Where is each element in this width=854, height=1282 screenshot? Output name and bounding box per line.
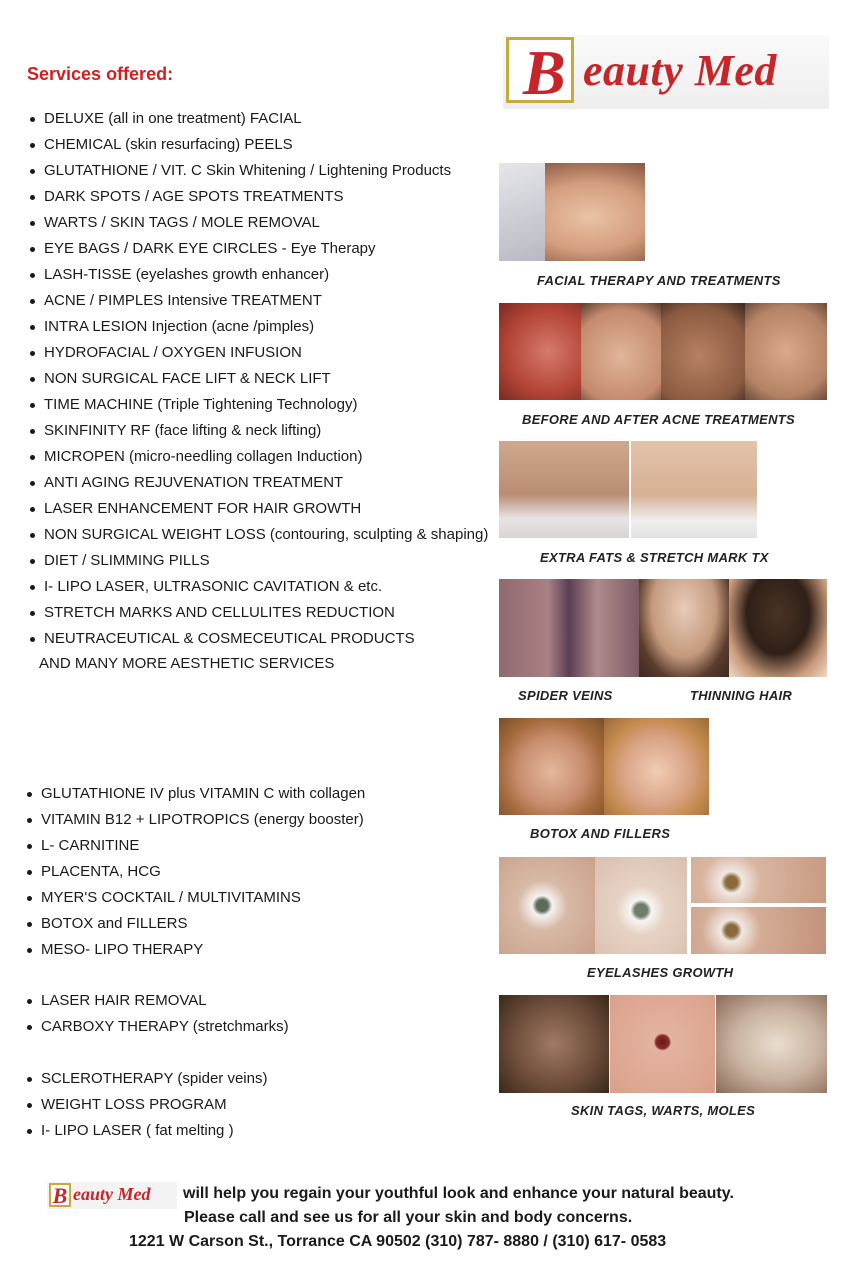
service-item: [30, 106, 488, 132]
service-item: [27, 988, 289, 1014]
service-label: L- CARNITINE: [41, 837, 140, 854]
service-label: NON SURGICAL WEIGHT LOSS (contouring, sculpting & shaping): [44, 526, 489, 543]
bullet-icon: [30, 299, 35, 304]
service-label: LASER HAIR REMOVAL: [41, 992, 207, 1009]
eyelashes-photo: [499, 857, 826, 954]
bullet-icon: [27, 922, 32, 927]
service-label: I- LIPO LASER ( fat melting ): [41, 1122, 234, 1139]
service-item: [30, 496, 488, 522]
bullet-icon: [27, 1129, 32, 1134]
mole-image: [610, 995, 715, 1093]
service-label: WEIGHT LOSS PROGRAM: [41, 1096, 227, 1113]
service-item: [30, 184, 488, 210]
veins-hair-photo: [499, 579, 827, 677]
bullet-icon: [30, 351, 35, 356]
service-item: [30, 366, 488, 392]
bullet-icon: [30, 195, 35, 200]
services-heading: Services offered:: [27, 64, 174, 84]
service-label: MICROPEN (micro-needling collagen Induction): [44, 448, 363, 465]
bullet-icon: [30, 273, 35, 278]
caption-hair: THINNING HAIR: [690, 688, 793, 703]
bullet-icon: [30, 507, 35, 512]
acne-after-image: [745, 303, 827, 400]
service-item: [27, 1014, 289, 1040]
service-item: [27, 807, 365, 833]
logo-initial-box: [506, 37, 574, 108]
services-laser-list: [27, 988, 289, 1040]
facial-treatment-photo: [499, 163, 645, 261]
caption-acne: BEFORE AND AFTER ACNE TREATMENTS: [522, 412, 795, 427]
botox-fillers-photo: [499, 718, 709, 815]
belly-after-image: [631, 441, 757, 538]
service-label: DELUXE (all in one treatment) FACIAL: [44, 110, 302, 127]
bullet-icon: [30, 377, 35, 382]
bullet-icon: [30, 481, 35, 486]
service-item: [27, 937, 365, 963]
caption-botox: BOTOX AND FILLERS: [530, 826, 671, 841]
services-main-list: [30, 106, 488, 652]
bullet-icon: [30, 169, 35, 174]
service-label: STRETCH MARKS AND CELLULITES REDUCTION: [44, 604, 395, 621]
bullet-icon: [27, 870, 32, 875]
acne-before-image: [661, 303, 745, 400]
eye-after-image: [595, 857, 687, 954]
bullet-icon: [27, 1025, 32, 1030]
footer-logo-initial: B: [49, 1183, 71, 1207]
service-label: ANTI AGING REJUVENATION TREATMENT: [44, 474, 344, 491]
face-before-image: [499, 718, 604, 815]
service-label: DARK SPOTS / AGE SPOTS TREATMENTS: [44, 188, 344, 205]
eyelid-growth-image: [716, 995, 827, 1093]
caption-tags: SKIN TAGS, WARTS, MOLES: [571, 1103, 756, 1118]
service-label: LASER ENHANCEMENT FOR HAIR GROWTH: [44, 500, 362, 517]
service-item: [30, 236, 488, 262]
bullet-icon: [27, 896, 32, 901]
caption-belly: EXTRA FATS & STRETCH MARK TX: [540, 550, 769, 565]
bullet-icon: [30, 429, 35, 434]
service-item: [27, 911, 365, 937]
service-label: VITAMIN B12 + LIPOTROPICS (energy booster): [41, 811, 364, 828]
service-label: ACNE / PIMPLES Intensive TREATMENT: [44, 292, 322, 309]
service-label: BOTOX and FILLERS: [41, 915, 188, 932]
service-label: LASH-TISSE (eyelashes growth enhancer): [44, 266, 330, 283]
service-item: [30, 444, 488, 470]
bullet-icon: [27, 999, 32, 1004]
belly-before-image: [499, 441, 629, 538]
service-label: SKINFINITY RF (face lifting & neck lifting): [44, 422, 322, 439]
service-item: [30, 600, 488, 626]
gloved-hand-image: [499, 163, 545, 261]
skin-tags-image: [499, 995, 609, 1093]
skin-tags-photo: [499, 995, 827, 1093]
bullet-icon: [30, 247, 35, 252]
service-item: [30, 262, 488, 288]
eyes-before-image: [691, 857, 826, 903]
bullet-icon: [27, 844, 32, 849]
service-label: GLUTATHIONE IV plus VITAMIN C with collagen: [41, 785, 366, 802]
acne-before-image: [499, 303, 581, 400]
service-label: I- LIPO LASER, ULTRASONIC CAVITATION & etc.: [44, 578, 383, 595]
service-item: [30, 548, 488, 574]
bullet-icon: [30, 403, 35, 408]
bullet-icon: [27, 1103, 32, 1108]
service-label: NEUTRACEUTICAL & COSMECEUTICAL PRODUCTS: [44, 630, 415, 647]
services-other-list: [27, 1066, 267, 1144]
service-item: [30, 626, 488, 652]
service-label: CHEMICAL (skin resurfacing) PEELS: [44, 136, 293, 153]
bullet-icon: [30, 117, 35, 122]
logo-wordmark: eauty Med: [583, 46, 777, 95]
services-iv-list: [27, 781, 365, 963]
service-item: [30, 132, 488, 158]
service-label: GLUTATHIONE / VIT. C Skin Whitening / Lightening Products: [44, 162, 452, 179]
bullet-icon: [30, 637, 35, 642]
spider-veins-image: [499, 579, 639, 677]
service-label: EYE BAGS / DARK EYE CIRCLES - Eye Therapy: [44, 240, 376, 257]
service-label: CARBOXY THERAPY (stretchmarks): [41, 1018, 289, 1035]
service-label: DIET / SLIMMING PILLS: [44, 552, 210, 569]
footer-logo-wordmark: eauty Med: [73, 1184, 151, 1204]
bullet-icon: [27, 792, 32, 797]
footer-call-to-action: Please call and see us for all your skin and body concerns.: [184, 1209, 633, 1226]
service-label: SCLEROTHERAPY (spider veins): [41, 1070, 268, 1087]
bullet-icon: [30, 585, 35, 590]
service-item: [30, 288, 488, 314]
service-item: [27, 1118, 267, 1144]
logo-initial: B: [523, 37, 566, 108]
bullet-icon: [27, 818, 32, 823]
caption-veins: SPIDER VEINS: [518, 688, 613, 703]
service-label: MESO- LIPO THERAPY: [41, 941, 204, 958]
stretch-mark-photo: [499, 441, 757, 538]
eyes-after-image: [691, 907, 826, 954]
eye-before-image: [499, 857, 595, 954]
service-label: INTRA LESION Injection (acne /pimples): [44, 318, 315, 335]
more-services-note: AND MANY MORE AESTHETIC SERVICES: [39, 655, 335, 672]
face-after-image: [604, 718, 709, 815]
acne-after-image: [581, 303, 661, 400]
service-item: [27, 833, 365, 859]
service-item: [30, 158, 488, 184]
service-label: PLACENTA, HCG: [41, 863, 161, 880]
service-item: [27, 1066, 267, 1092]
beautymed-logo: [503, 35, 829, 109]
service-item: [27, 781, 365, 807]
service-item: [30, 522, 488, 548]
service-item: [30, 340, 488, 366]
bullet-icon: [30, 325, 35, 330]
service-item: [30, 314, 488, 340]
bullet-icon: [30, 143, 35, 148]
bullet-icon: [30, 455, 35, 460]
service-label: NON SURGICAL FACE LIFT & NECK LIFT: [44, 370, 331, 387]
service-item: [27, 859, 365, 885]
bullet-icon: [30, 611, 35, 616]
caption-facial: FACIAL THERAPY AND TREATMENTS: [537, 273, 781, 288]
footer-tagline: will help you regain your youthful look and enhance your natural beauty.: [183, 1185, 734, 1202]
service-item: [30, 574, 488, 600]
acne-before-after-photo: [499, 303, 827, 400]
footer-address-phone: 1221 W Carson St., Torrance CA 90502 (310) 787- 8880 / (310) 617- 0583: [129, 1233, 667, 1250]
service-item: [30, 210, 488, 236]
service-item: [30, 418, 488, 444]
footer-logo: [47, 1182, 177, 1209]
bullet-icon: [30, 559, 35, 564]
service-label: WARTS / SKIN TAGS / MOLE REMOVAL: [44, 214, 320, 231]
service-label: TIME MACHINE (Triple Tightening Technology): [44, 396, 358, 413]
service-label: HYDROFACIAL / OXYGEN INFUSION: [44, 344, 302, 361]
service-item: [30, 392, 488, 418]
thinning-hair-after-image: [729, 579, 827, 677]
service-label: MYER'S COCKTAIL / MULTIVITAMINS: [41, 889, 301, 906]
bullet-icon: [30, 221, 35, 226]
thinning-hair-before-image: [639, 579, 729, 677]
service-item: [27, 885, 365, 911]
bullet-icon: [30, 533, 35, 538]
service-item: [27, 1092, 267, 1118]
bullet-icon: [27, 948, 32, 953]
bullet-icon: [27, 1077, 32, 1082]
caption-eyelashes: EYELASHES GROWTH: [587, 965, 734, 980]
service-item: [30, 470, 488, 496]
